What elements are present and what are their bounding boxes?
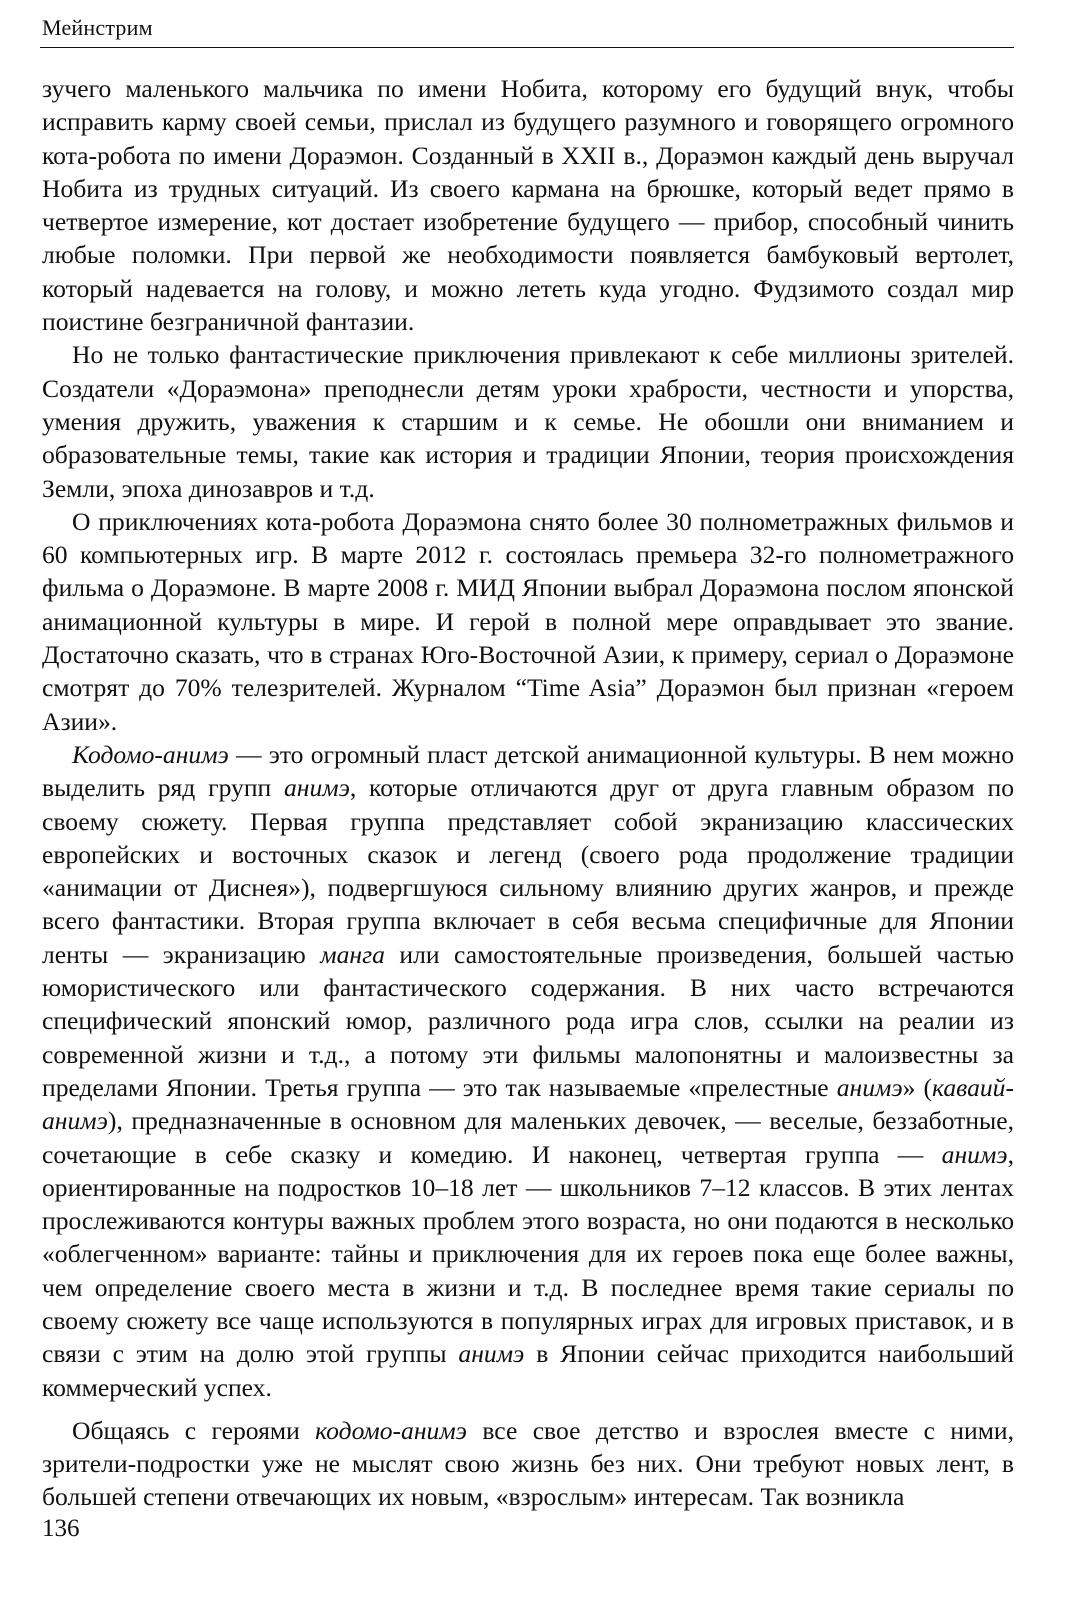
text-run: ), предназначенные в основном для маленьких девочек, — веселые, беззаботные, сочетающие в себе сказку и комедию. И наконец, четвертая группа — xyxy=(42,1106,1014,1169)
header-rule xyxy=(40,47,1014,48)
text-run: все свое детство и взрослея вместе с ними, зрители-подростки уже не мыслят свою жизнь без них. Они требуют новых лент, в большей степени отвечающих их новым, «взрослым» интересам. Так возникла xyxy=(42,1415,1014,1512)
text-run: » ( xyxy=(902,1072,933,1102)
body-text xyxy=(42,72,1014,1514)
paragraph xyxy=(42,1414,1014,1514)
paragraph xyxy=(42,505,1014,738)
text-run: в Японии сейчас приходится наибольший коммерческий успех. xyxy=(42,1339,1015,1402)
italic-term: анимэ xyxy=(941,1139,1008,1169)
italic-term: манга xyxy=(320,939,385,969)
italic-term: кодомо-анимэ xyxy=(315,1415,467,1445)
text-run: Но не только фантастические приключения привлекают к себе миллионы зрителей. Создатели «Дораэмона» преподнесли детям уроки храбрости, честности и упорства, умения дружить, уважения к старшим и к семье. Не обошли они вниманием и образовательные темы, такие как история и традиции Японии, теория происхождения Земли, эпоха динозавров и т.д. xyxy=(42,340,1014,503)
text-run: , которые отличаются друг от друга главным образом по своему сюжету. Первая группа представляет собой экранизацию классических европейских и восточных сказок и легенд (своего рода продолжение традиции «анимации от Диснея»), подвергшуюся сильному влиянию других жанров, и прежде всего фантастики. Вторая группа включает в себя весьма специфичные для Японии ленты — экранизацию xyxy=(42,773,1014,969)
text-run: , ориентированные на подростков 10–18 лет — школьников 7–12 классов. В этих лентах прослеживаются контуры важных проблем этого возраста, но они подаются в несколько «облегченном» варианте: тайны и приключения для их героев пока еще более важны, чем определение своего места в жизни и т.д. В последнее время такие сериалы по своему сюжету все чаще используются в популярных играх для игровых приставок, и в связи с этим на долю этой группы xyxy=(42,1139,1014,1369)
text-run: — это огромный пласт детской анимационной культуры. В нем можно выделить ряд групп xyxy=(42,739,1014,803)
text-run: или самостоятельные произведения, большей частью юмористического или фантастического содержания. В них часто встречаются специфический японский юмор, различного рода игра слов, ссылки на реалии из современной жизни и т.д., а потому эти фильмы малопонятны и малоизвестны за пределами Японии. Третья группа — это так называемые «прелестные xyxy=(42,939,1014,1102)
page-number: 136 xyxy=(42,1515,80,1542)
paragraph xyxy=(42,738,1014,1404)
paragraph xyxy=(42,72,1014,338)
text-run: зучего маленького мальчика по имени Нобита, которому его будущий внук, чтобы исправить карму своей семьи, прислал из будущего разумного и говорящего огромного кота-робота по имени Дораэмон. Созданный в XXII в., Дораэмон каждый день выручал Нобита из трудных ситуаций. Из своего кармана на брюшке, который ведет прямо в четвертое измерение, кот достает изобретение будущего — прибор, способный чинить любые поломки. При первой же необходимости появляется бамбуковый вертолет, который надевается на голову, и можно лететь куда угодно. Фудзимото создал мир поистине безграничной фантазии. xyxy=(42,74,1014,337)
italic-term: анимэ xyxy=(458,1339,525,1369)
text-run: О приключениях кота-робота Дораэмона снято более 30 полнометражных фильмов и 60 компьютерных игр. В марте 2012 г. состоялась премьера 32-го полнометражного фильма о Дораэмоне. В марте 2008 г. МИД Японии выбрал Дораэмона послом японской анимационной культуры в мире. И герой в полной мере оправдывает это звание. Достаточно сказать, что в странах Юго-Восточной Азии, к примеру, сериал о Дораэмоне смотрят до 70% телезрителей. Журналом “Time Asia” Дораэмон был признан «героем Азии». xyxy=(42,506,1014,736)
text-run: Общаясь с героями xyxy=(72,1415,316,1445)
italic-term: анимэ xyxy=(836,1072,903,1102)
running-head: Мейнстрим xyxy=(42,15,153,40)
paragraph xyxy=(42,338,1014,504)
italic-term: Кодомо-анимэ xyxy=(72,739,229,769)
italic-term: анимэ xyxy=(283,773,350,803)
italic-term: каваий-анимэ xyxy=(42,1072,1014,1136)
